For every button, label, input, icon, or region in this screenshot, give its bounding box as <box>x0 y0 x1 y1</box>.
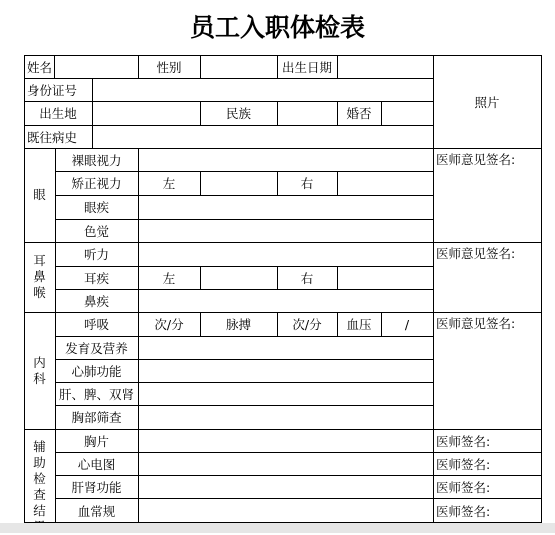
grid-line <box>55 195 433 196</box>
internal-section-char-2: 科 <box>33 370 46 386</box>
grid-line <box>24 125 433 126</box>
ear-disease-label: 耳疾 <box>83 270 109 286</box>
eye-section-label <box>24 148 55 242</box>
auxiliary-section-char-4: 查 <box>33 487 46 502</box>
history-field[interactable] <box>92 125 433 148</box>
ecg-label: 心电图 <box>77 456 116 472</box>
ent-section-char-1: 耳 <box>33 253 46 268</box>
grid-line <box>277 55 278 78</box>
auxiliary-section-char-2: 助 <box>33 455 46 470</box>
id-number-field[interactable] <box>92 78 433 101</box>
marital-field[interactable] <box>381 101 433 125</box>
grid-line <box>381 101 382 125</box>
grid-line <box>55 382 433 383</box>
auxiliary-section-label <box>24 429 55 523</box>
breathing-unit[interactable]: 次/分 <box>154 317 184 332</box>
development-label: 发育及营养 <box>65 340 128 356</box>
birthplace-label: 出生地 <box>39 106 77 121</box>
grid-line <box>277 312 278 336</box>
chest-xray-doctor-signature[interactable]: 医师签名: <box>436 433 491 449</box>
grid-line <box>24 78 433 79</box>
grid-line <box>55 405 433 406</box>
liver-kidney-function-label: 肝肾功能 <box>71 479 122 495</box>
ent-section-label <box>24 242 55 312</box>
breathing-label: 呼吸 <box>83 317 109 332</box>
grid-line <box>200 171 201 195</box>
grid-line <box>55 289 433 290</box>
grid-line <box>54 55 55 78</box>
chest-xray-field[interactable] <box>138 429 433 452</box>
bottom-scroll-bar[interactable] <box>0 523 555 533</box>
internal-section-char-1: 内 <box>33 354 46 370</box>
history-label: 既往病史 <box>27 129 78 145</box>
liver-kidney-function-field[interactable] <box>138 475 433 498</box>
naked-vision-label: 裸眼视力 <box>71 152 122 168</box>
eye-section-char: 眼 <box>33 187 46 202</box>
ent-section-char-3: 喉 <box>33 285 46 300</box>
marital-label: 婚否 <box>346 106 372 121</box>
corrected-left-label: 左 <box>162 176 176 191</box>
ear-left-label: 左 <box>162 270 176 286</box>
chest-screening-label: 胸部筛查 <box>71 410 122 425</box>
bp-field[interactable]: / <box>404 316 410 332</box>
grid-line <box>24 312 542 313</box>
grid-line <box>337 312 338 336</box>
ent-doctor-signature[interactable]: 医师意见签名: <box>436 246 516 261</box>
grid-line <box>55 452 542 453</box>
grid-line <box>337 266 338 289</box>
grid-line <box>277 266 278 289</box>
grid-line <box>55 359 433 360</box>
grid-line <box>24 148 542 149</box>
auxiliary-section-char-5: 结 <box>33 503 46 518</box>
ethnicity-label: 民族 <box>225 106 251 121</box>
naked-vision-field[interactable] <box>138 148 433 171</box>
grid-line <box>24 101 433 102</box>
corrected-right-label: 右 <box>300 176 314 191</box>
ecg-field[interactable] <box>138 452 433 475</box>
form-title: 员工入职体检表 <box>189 13 365 42</box>
nose-disease-label: 鼻疾 <box>83 293 109 309</box>
liver-kidney-doctor-signature[interactable]: 医师签名: <box>436 479 491 495</box>
grid-line <box>200 312 201 336</box>
chest-xray-label: 胸片 <box>83 433 109 449</box>
liver-spleen-kidney-field[interactable] <box>138 382 433 405</box>
grid-line <box>337 55 338 78</box>
birth-date-label: 出生日期 <box>281 60 332 75</box>
grid-line <box>200 55 201 78</box>
blood-routine-field[interactable] <box>138 498 433 523</box>
name-label: 姓名 <box>27 60 53 75</box>
chest-screening-field[interactable] <box>138 405 433 429</box>
hearing-field[interactable] <box>138 242 433 266</box>
blood-routine-label: 血常规 <box>77 503 116 519</box>
bp-label: 血压 <box>346 317 372 332</box>
grid-line <box>138 55 139 78</box>
auxiliary-section-char-3: 检 <box>33 471 46 486</box>
color-vision-label: 色觉 <box>83 223 109 239</box>
birth-date-field[interactable] <box>337 56 433 78</box>
eye-disease-label: 眼疾 <box>83 200 109 215</box>
ear-left-field[interactable] <box>200 266 277 289</box>
color-vision-field[interactable] <box>138 219 433 242</box>
corrected-right-field[interactable] <box>337 171 433 195</box>
grid-line <box>24 55 542 56</box>
blood-routine-doctor-signature[interactable]: 医师签名: <box>436 503 491 519</box>
corrected-vision-label: 矫正视力 <box>71 176 122 191</box>
grid-line <box>55 498 542 499</box>
photo-box[interactable]: 照片 <box>474 95 500 110</box>
grid-line <box>55 475 542 476</box>
pulse-label: 脉搏 <box>225 317 251 332</box>
grid-line <box>24 429 542 430</box>
ent-section-char-2: 鼻 <box>33 269 46 284</box>
grid-line <box>337 171 338 195</box>
birthplace-field[interactable] <box>92 101 200 125</box>
id-number-label: 身份证号 <box>27 82 78 98</box>
internal-section-label <box>24 312 55 429</box>
grid-line <box>277 101 278 125</box>
gender-label: 性别 <box>156 60 182 75</box>
hearing-label: 听力 <box>83 247 109 262</box>
grid-line <box>55 219 433 220</box>
nose-disease-field[interactable] <box>138 289 433 312</box>
grid-line <box>200 101 201 125</box>
internal-doctor-signature[interactable]: 医师意见签名: <box>436 316 516 331</box>
name-field[interactable] <box>54 56 138 78</box>
grid-line <box>200 266 201 289</box>
development-field[interactable] <box>138 336 433 359</box>
grid-line <box>92 78 93 148</box>
grid-line <box>337 101 338 125</box>
gender-field[interactable] <box>200 56 277 78</box>
grid-line <box>277 171 278 195</box>
heart-lung-field[interactable] <box>138 359 433 382</box>
eye-disease-field[interactable] <box>138 195 433 219</box>
auxiliary-section-char-1: 辅 <box>33 439 46 454</box>
grid-line <box>55 266 433 267</box>
eye-doctor-signature[interactable]: 医师意见签名: <box>436 152 516 167</box>
heart-lung-label: 心肺功能 <box>71 363 122 379</box>
grid-line <box>55 171 433 172</box>
grid-line <box>24 242 542 243</box>
corrected-left-field[interactable] <box>200 171 277 195</box>
ear-right-field[interactable] <box>337 266 433 289</box>
pulse-unit[interactable]: 次/分 <box>292 317 322 332</box>
ear-right-label: 右 <box>300 270 314 286</box>
ethnicity-field[interactable] <box>277 101 337 125</box>
grid-line <box>55 336 433 337</box>
grid-line <box>381 312 382 336</box>
ecg-doctor-signature[interactable]: 医师签名: <box>436 456 491 472</box>
liver-spleen-kidney-label: 肝、脾、双肾 <box>58 386 134 402</box>
